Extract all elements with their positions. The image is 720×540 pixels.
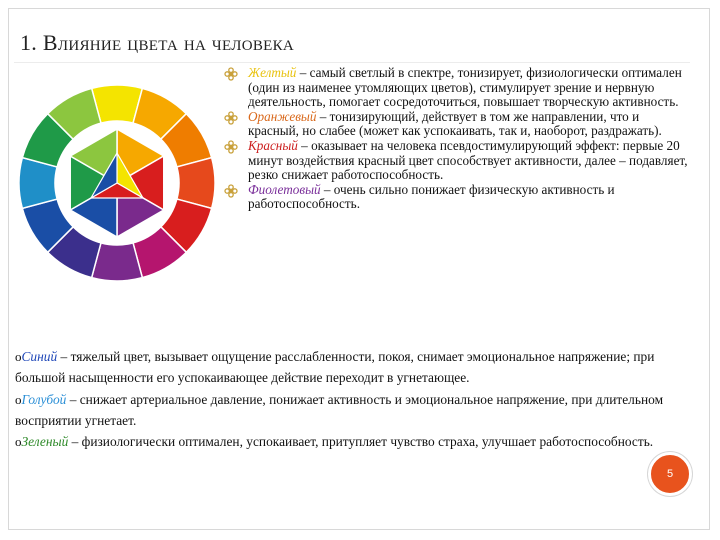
description-blue: – тяжелый цвет, вызывает ощущение расслабленности, покоя, снимает эмоциональное напряжение; при большой насыщенности его успокаивающее действие переходит в угнетающее. [15,349,655,386]
flower-bullet-icon [224,140,238,154]
description-orange: – тонизирующий, действует в том же направлении, что и красный, но слабее (может как успокаивать, так и, наоборот, раздражать). [248,108,662,139]
color-name-orange: Оранжевый [248,108,317,124]
color-name-light-blue: Голубой [21,391,67,407]
description-light-blue: – снижает артериальное давление, понижает активность и эмоциональное напряжение, при длительном восприятии угнетает. [15,391,664,428]
flower-bullet-icon [224,67,238,81]
page-title: 1. Влияние цвета на человека [20,30,295,55]
color-name-yellow: Желтый [248,65,297,80]
list-item-green [15,431,665,452]
description-violet: – очень сильно понижает физическую активность и работоспособность. [248,181,615,212]
list-item-light-blue [15,389,665,432]
color-name-violet: Фиолетовый [248,181,321,197]
bullet-item-yellow [222,66,692,110]
circle-bullet-marker: o [15,391,22,407]
circle-bullet-marker: o [15,349,22,364]
color-name-green: Зеленый [21,434,69,450]
bullet-item-red [222,139,692,183]
bullet-item-orange [222,110,692,139]
flower-bullet-icon [224,184,238,198]
color-name-blue: Синий [21,349,58,364]
description-yellow: – самый светлый в спектре, тонизирует, физиологически оптимален (один из наименее утомляющих цветов), стимулирует зрение и нервную деятельность, помогает сосредоточиться, повышает творческую активность. [248,65,682,110]
circle-bullet-marker: o [15,434,22,450]
description-red: – оказывает на человека псевдостимулирующий эффект: первые 20 минут воздействия красный цвет способствует активности, далее – подавляет, резко снижает работоспособность. [248,137,688,183]
list-item-blue [15,346,665,389]
title-divider [14,62,690,63]
bullet-list [222,66,692,212]
description-green: – физиологически оптимален, успокаивает, притупляет чувство страха, улучшает работоспособность. [68,434,654,450]
page-number-badge: 5 [648,452,692,496]
flower-bullet-icon [224,111,238,125]
bullet-item-violet [222,183,692,212]
color-wheel-image [17,83,217,283]
color-name-red: Красный [248,137,298,153]
lower-text-block [15,346,665,452]
